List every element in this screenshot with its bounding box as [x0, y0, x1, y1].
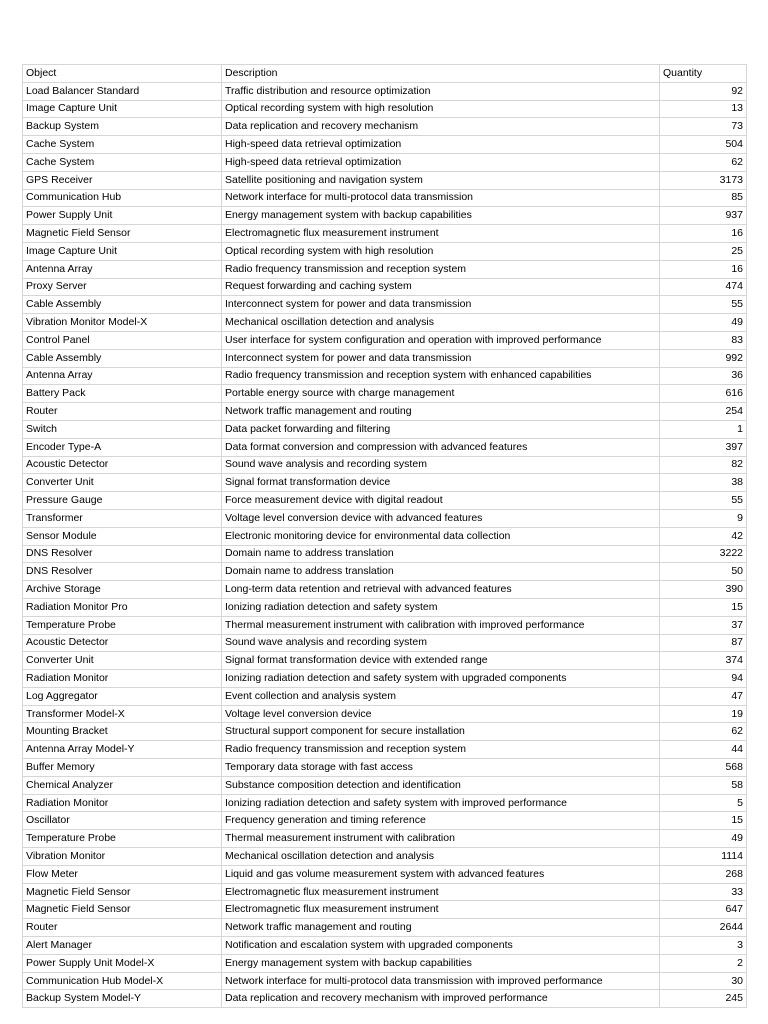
table-row — [23, 278, 747, 296]
cell-quantity: 397 — [660, 438, 747, 456]
cell-quantity: 44 — [660, 741, 747, 759]
cell-quantity: 37 — [660, 616, 747, 634]
table-row — [23, 545, 747, 563]
cell-quantity: 937 — [660, 207, 747, 225]
cell-quantity: 50 — [660, 563, 747, 581]
cell-object: Pressure Gauge — [23, 492, 222, 510]
table-row — [23, 242, 747, 260]
column-header-quantity: Quantity — [660, 65, 747, 83]
cell-object: Transformer — [23, 509, 222, 527]
cell-description: Substance composition detection and identification — [222, 776, 660, 794]
cell-description: Temporary data storage with fast access — [222, 759, 660, 777]
cell-object: Transformer Model-X — [23, 705, 222, 723]
table-row — [23, 812, 747, 830]
cell-quantity: 254 — [660, 403, 747, 421]
cell-object: Acoustic Detector — [23, 456, 222, 474]
cell-description: Electronic monitoring device for environmental data collection — [222, 527, 660, 545]
cell-quantity: 16 — [660, 225, 747, 243]
cell-object: Power Supply Unit — [23, 207, 222, 225]
cell-quantity: 15 — [660, 812, 747, 830]
cell-description: Domain name to address translation — [222, 545, 660, 563]
cell-quantity: 92 — [660, 82, 747, 100]
cell-description: Data format conversion and compression with advanced features — [222, 438, 660, 456]
cell-quantity: 390 — [660, 581, 747, 599]
table-row — [23, 616, 747, 634]
cell-object: Buffer Memory — [23, 759, 222, 777]
cell-quantity: 25 — [660, 242, 747, 260]
table-row — [23, 385, 747, 403]
cell-description: Energy management system with backup capabilities — [222, 207, 660, 225]
cell-description: Voltage level conversion device with advanced features — [222, 509, 660, 527]
cell-quantity: 73 — [660, 118, 747, 136]
column-header-description: Description — [222, 65, 660, 83]
cell-quantity: 62 — [660, 153, 747, 171]
cell-description: Mechanical oscillation detection and analysis — [222, 314, 660, 332]
cell-object: Switch — [23, 420, 222, 438]
cell-description: Radio frequency transmission and reception system — [222, 260, 660, 278]
cell-description: Network interface for multi-protocol data transmission — [222, 189, 660, 207]
table-row — [23, 954, 747, 972]
table-row — [23, 509, 747, 527]
cell-object: Converter Unit — [23, 474, 222, 492]
cell-object: Load Balancer Standard — [23, 82, 222, 100]
table-row — [23, 225, 747, 243]
cell-object: Acoustic Detector — [23, 634, 222, 652]
cell-description: Energy management system with backup capabilities — [222, 954, 660, 972]
cell-description: Force measurement device with digital readout — [222, 492, 660, 510]
table-row — [23, 937, 747, 955]
table-row — [23, 598, 747, 616]
table-row — [23, 865, 747, 883]
cell-description: Traffic distribution and resource optimization — [222, 82, 660, 100]
table-row — [23, 260, 747, 278]
cell-description: User interface for system configuration and operation with improved performance — [222, 331, 660, 349]
cell-quantity: 36 — [660, 367, 747, 385]
cell-object: Converter Unit — [23, 652, 222, 670]
cell-object: Antenna Array Model-Y — [23, 741, 222, 759]
cell-object: Radiation Monitor — [23, 670, 222, 688]
cell-quantity: 42 — [660, 527, 747, 545]
cell-description: Frequency generation and timing reference — [222, 812, 660, 830]
cell-description: Radio frequency transmission and reception system — [222, 741, 660, 759]
cell-quantity: 616 — [660, 385, 747, 403]
table-row — [23, 741, 747, 759]
cell-object: Temperature Probe — [23, 616, 222, 634]
cell-object: Antenna Array — [23, 367, 222, 385]
cell-quantity: 87 — [660, 634, 747, 652]
cell-object: Magnetic Field Sensor — [23, 901, 222, 919]
cell-quantity: 82 — [660, 456, 747, 474]
cell-description: Ionizing radiation detection and safety system — [222, 598, 660, 616]
cell-quantity: 38 — [660, 474, 747, 492]
table-row — [23, 830, 747, 848]
cell-description: Ionizing radiation detection and safety system with improved performance — [222, 794, 660, 812]
cell-description: Liquid and gas volume measurement system with advanced features — [222, 865, 660, 883]
cell-object: Log Aggregator — [23, 687, 222, 705]
table-row — [23, 581, 747, 599]
cell-object: Backup System Model-Y — [23, 990, 222, 1008]
inventory-table — [22, 64, 747, 1008]
cell-quantity: 3222 — [660, 545, 747, 563]
cell-object: Proxy Server — [23, 278, 222, 296]
table-row — [23, 136, 747, 154]
cell-description: Satellite positioning and navigation system — [222, 171, 660, 189]
cell-description: Data replication and recovery mechanism — [222, 118, 660, 136]
table-row — [23, 349, 747, 367]
table-row — [23, 456, 747, 474]
cell-object: Radiation Monitor — [23, 794, 222, 812]
cell-object: Router — [23, 403, 222, 421]
table-row — [23, 492, 747, 510]
table-row — [23, 776, 747, 794]
cell-object: Vibration Monitor — [23, 848, 222, 866]
cell-object: Sensor Module — [23, 527, 222, 545]
cell-description: Signal format transformation device — [222, 474, 660, 492]
table-row — [23, 705, 747, 723]
table-row — [23, 118, 747, 136]
cell-object: Chemical Analyzer — [23, 776, 222, 794]
cell-description: Network traffic management and routing — [222, 403, 660, 421]
cell-description: Mechanical oscillation detection and analysis — [222, 848, 660, 866]
cell-object: Power Supply Unit Model-X — [23, 954, 222, 972]
cell-quantity: 33 — [660, 883, 747, 901]
cell-quantity: 1 — [660, 420, 747, 438]
table-row — [23, 296, 747, 314]
cell-description: Electromagnetic flux measurement instrument — [222, 225, 660, 243]
column-header-object: Object — [23, 65, 222, 83]
table-header-row — [23, 65, 747, 83]
cell-object: Encoder Type-A — [23, 438, 222, 456]
table-row — [23, 420, 747, 438]
cell-description: Interconnect system for power and data transmission — [222, 296, 660, 314]
cell-quantity: 2644 — [660, 919, 747, 937]
cell-quantity: 15 — [660, 598, 747, 616]
cell-quantity: 992 — [660, 349, 747, 367]
cell-object: GPS Receiver — [23, 171, 222, 189]
cell-description: Data replication and recovery mechanism with improved performance — [222, 990, 660, 1008]
cell-quantity: 474 — [660, 278, 747, 296]
table-row — [23, 687, 747, 705]
table-row — [23, 972, 747, 990]
cell-object: Alert Manager — [23, 937, 222, 955]
cell-description: Thermal measurement instrument with calibration with improved performance — [222, 616, 660, 634]
table-row — [23, 848, 747, 866]
table-row — [23, 563, 747, 581]
table-row — [23, 474, 747, 492]
cell-object: Control Panel — [23, 331, 222, 349]
cell-object: Archive Storage — [23, 581, 222, 599]
cell-quantity: 3173 — [660, 171, 747, 189]
cell-quantity: 1114 — [660, 848, 747, 866]
cell-description: Electromagnetic flux measurement instrument — [222, 901, 660, 919]
table-row — [23, 901, 747, 919]
table-row — [23, 331, 747, 349]
table-row — [23, 652, 747, 670]
cell-description: Ionizing radiation detection and safety system with upgraded components — [222, 670, 660, 688]
cell-quantity: 49 — [660, 314, 747, 332]
cell-description: High-speed data retrieval optimization — [222, 153, 660, 171]
table-row — [23, 403, 747, 421]
cell-object: Image Capture Unit — [23, 242, 222, 260]
cell-description: Sound wave analysis and recording system — [222, 634, 660, 652]
cell-quantity: 9 — [660, 509, 747, 527]
cell-quantity: 85 — [660, 189, 747, 207]
cell-description: Network traffic management and routing — [222, 919, 660, 937]
cell-quantity: 2 — [660, 954, 747, 972]
table-row — [23, 171, 747, 189]
cell-description: Long-term data retention and retrieval with advanced features — [222, 581, 660, 599]
cell-quantity: 55 — [660, 296, 747, 314]
table-body — [23, 82, 747, 1007]
cell-description: Notification and escalation system with upgraded components — [222, 937, 660, 955]
cell-quantity: 504 — [660, 136, 747, 154]
cell-object: DNS Resolver — [23, 545, 222, 563]
table-row — [23, 634, 747, 652]
cell-description: Event collection and analysis system — [222, 687, 660, 705]
cell-quantity: 568 — [660, 759, 747, 777]
cell-quantity: 58 — [660, 776, 747, 794]
cell-quantity: 3 — [660, 937, 747, 955]
cell-description: Domain name to address translation — [222, 563, 660, 581]
cell-object: Cable Assembly — [23, 296, 222, 314]
cell-description: Voltage level conversion device — [222, 705, 660, 723]
cell-description: Request forwarding and caching system — [222, 278, 660, 296]
cell-object: Antenna Array — [23, 260, 222, 278]
table-row — [23, 723, 747, 741]
cell-description: Structural support component for secure installation — [222, 723, 660, 741]
table-row — [23, 527, 747, 545]
table-row — [23, 759, 747, 777]
cell-description: Thermal measurement instrument with calibration — [222, 830, 660, 848]
table-row — [23, 919, 747, 937]
cell-quantity: 374 — [660, 652, 747, 670]
table-row — [23, 670, 747, 688]
cell-object: Mounting Bracket — [23, 723, 222, 741]
cell-object: Router — [23, 919, 222, 937]
cell-object: Radiation Monitor Pro — [23, 598, 222, 616]
cell-object: Flow Meter — [23, 865, 222, 883]
table-row — [23, 794, 747, 812]
cell-description: Optical recording system with high resolution — [222, 100, 660, 118]
cell-description: Radio frequency transmission and reception system with enhanced capabilities — [222, 367, 660, 385]
table-row — [23, 990, 747, 1008]
cell-object: Battery Pack — [23, 385, 222, 403]
cell-description: Optical recording system with high resolution — [222, 242, 660, 260]
cell-object: Vibration Monitor Model-X — [23, 314, 222, 332]
cell-object: Magnetic Field Sensor — [23, 883, 222, 901]
cell-description: Network interface for multi-protocol data transmission with improved performance — [222, 972, 660, 990]
cell-description: Signal format transformation device with extended range — [222, 652, 660, 670]
table-row — [23, 153, 747, 171]
cell-object: Temperature Probe — [23, 830, 222, 848]
cell-object: Oscillator — [23, 812, 222, 830]
cell-quantity: 19 — [660, 705, 747, 723]
cell-object: Magnetic Field Sensor — [23, 225, 222, 243]
table-row — [23, 883, 747, 901]
cell-object: Image Capture Unit — [23, 100, 222, 118]
table-row — [23, 367, 747, 385]
cell-quantity: 62 — [660, 723, 747, 741]
table-row — [23, 100, 747, 118]
cell-description: Sound wave analysis and recording system — [222, 456, 660, 474]
cell-object: Cache System — [23, 153, 222, 171]
cell-object: Cable Assembly — [23, 349, 222, 367]
cell-description: Interconnect system for power and data transmission — [222, 349, 660, 367]
cell-quantity: 16 — [660, 260, 747, 278]
cell-quantity: 13 — [660, 100, 747, 118]
cell-object: Communication Hub Model-X — [23, 972, 222, 990]
cell-quantity: 83 — [660, 331, 747, 349]
table-row — [23, 82, 747, 100]
cell-object: Backup System — [23, 118, 222, 136]
cell-description: High-speed data retrieval optimization — [222, 136, 660, 154]
cell-quantity: 245 — [660, 990, 747, 1008]
cell-object: DNS Resolver — [23, 563, 222, 581]
cell-quantity: 5 — [660, 794, 747, 812]
cell-quantity: 647 — [660, 901, 747, 919]
cell-quantity: 268 — [660, 865, 747, 883]
cell-quantity: 94 — [660, 670, 747, 688]
cell-description: Data packet forwarding and filtering — [222, 420, 660, 438]
cell-quantity: 30 — [660, 972, 747, 990]
table-row — [23, 207, 747, 225]
cell-description: Portable energy source with charge management — [222, 385, 660, 403]
table-row — [23, 438, 747, 456]
cell-object: Cache System — [23, 136, 222, 154]
cell-quantity: 47 — [660, 687, 747, 705]
table-row — [23, 314, 747, 332]
cell-quantity: 49 — [660, 830, 747, 848]
cell-object: Communication Hub — [23, 189, 222, 207]
table-row — [23, 189, 747, 207]
cell-quantity: 55 — [660, 492, 747, 510]
cell-description: Electromagnetic flux measurement instrument — [222, 883, 660, 901]
